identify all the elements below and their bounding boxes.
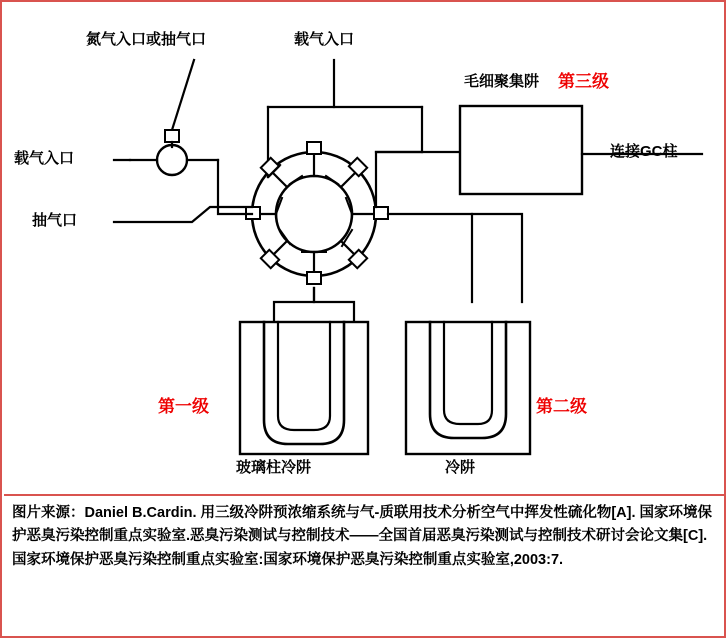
label-capillary-focusing-trap: 毛细聚集阱	[464, 73, 540, 90]
label-nitrogen-inlet: 氮气入口或抽气口	[86, 31, 207, 48]
apparatus-diagram	[2, 2, 724, 492]
top-right-to-valve-port-vertical	[376, 152, 422, 207]
label-carrier-gas-inlet-left: 载气入口	[14, 150, 75, 167]
capillary-trap-box	[460, 106, 582, 194]
valve-to-stage-two-pipe	[388, 214, 472, 302]
label-cold-trap: 冷阱	[445, 459, 476, 476]
stage-two-return-pipe	[472, 214, 522, 302]
three-way-valve-body	[157, 145, 187, 175]
valve-to-stage-one-right	[314, 288, 354, 322]
stage-two-dewar	[406, 322, 530, 454]
figure-caption: 图片来源：Daniel B.Cardin. 用三级冷阱预浓缩系统与气-质联用技术分析空气中挥发性硫化物[A]. 国家环境保护恶臭污染控制重点实验室.恶臭污染测试与控制技术——全国首届恶臭污染测试与控制技术研讨会论文集[C].国家环境保护恶臭污染控制重点实验室:国家环境保护恶臭污染控制重点实验室,2003:7.	[12, 505, 713, 568]
label-gc-column: 连接GC柱	[610, 143, 678, 160]
stage-one-dewar	[240, 322, 368, 454]
label-vacuum-port: 抽气口	[32, 212, 78, 229]
label-stage-one: 第一级	[158, 397, 209, 416]
label-glass-column-cold-trap: 玻璃柱冷阱	[236, 459, 312, 476]
three-way-valve-top-port	[165, 130, 179, 142]
label-carrier-gas-inlet-top: 载气入口	[294, 31, 355, 48]
nitrogen-inlet-leader	[172, 60, 194, 130]
label-stage-two: 第二级	[536, 397, 587, 416]
label-stage-three: 第三级	[558, 72, 609, 91]
caption-divider	[4, 494, 726, 496]
valve-to-stage-one-left	[274, 288, 314, 322]
